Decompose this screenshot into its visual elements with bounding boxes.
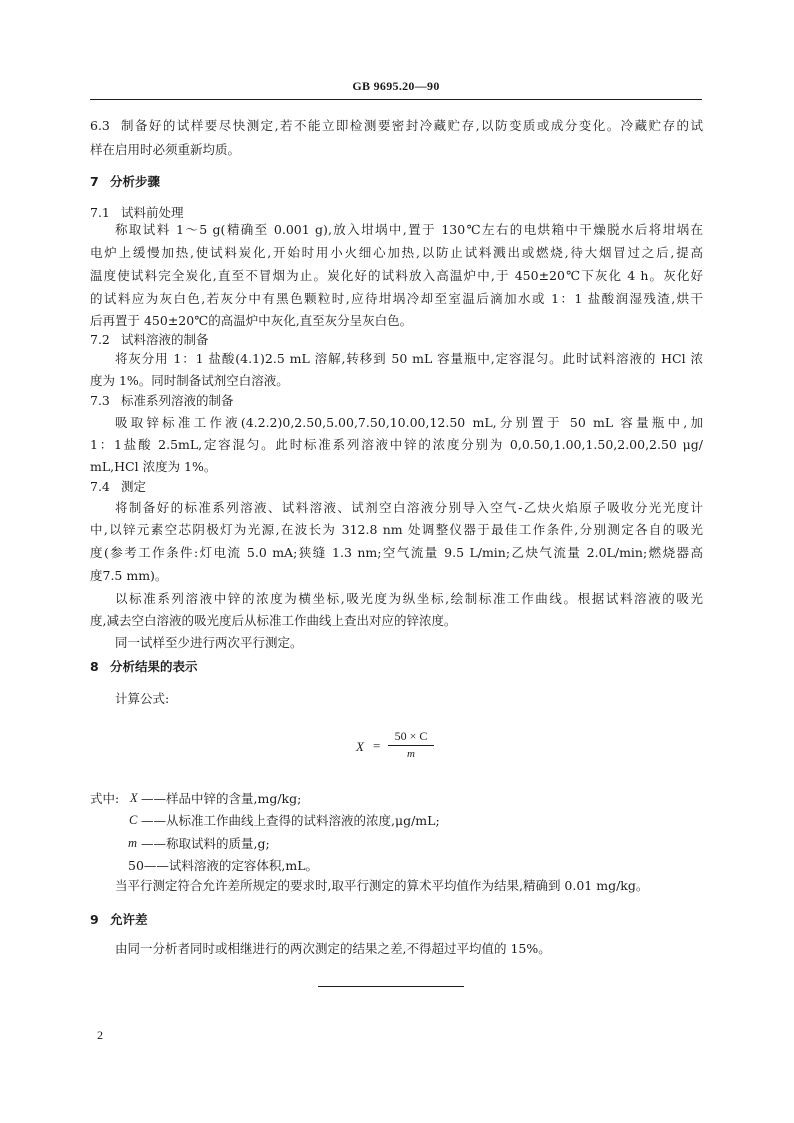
section-8-number: 8 (90, 659, 99, 674)
paragraph-line: 度(参考工作条件:灯电流 5.0 mA;狭缝 1.3 nm;空气流量 9.5 L/min;乙炔气流量 2.0L/min;燃烧器高 (90, 545, 703, 560)
variable-symbol: C (129, 813, 138, 827)
paragraph-line: 度为 1%。同时制备试剂空白溶液。 (90, 373, 289, 388)
paragraph-line: 当平行测定符合允许差所规定的要求时,取平行测定的算术平均值作为结果,精确到 0.01 mg/kg。 (115, 878, 649, 893)
section-9-number: 9 (90, 912, 99, 927)
paragraph-line: 度7.5 mm)。 (90, 568, 168, 583)
formula-equals: = (373, 738, 381, 753)
formula-numerator: 50 × C (394, 729, 428, 743)
paragraph-line: 将制备好的标准系列溶液、试料溶液、试剂空白溶液分别导入空气-乙炔火焰原子吸收分光光度计 (115, 500, 703, 515)
end-rule (318, 986, 464, 987)
paragraph-line: 的试料应为灰白色,若灰分中有黑色颗粒时,应待坩埚冷却至室温后滴加水或 1：1 盐酸润湿残渣,烘干 (90, 291, 703, 306)
paragraph-line: 称取试料 1～5 g(精确至 0.001 g),放入坩埚中,置于 130℃左右的电烘箱中干燥脱水后将坩埚在 (115, 222, 703, 237)
paragraph-line: 吸取锌标准工作液(4.2.2)0,2.50,5.00,7.50,10.00,12.50 mL,分别置于 50 mL 容量瓶中,加 (115, 415, 703, 430)
where-label: 式中: (90, 791, 120, 806)
section-7-number: 7 (90, 174, 99, 189)
formula-intro: 计算公式: (115, 691, 170, 706)
paragraph-line: 中,以锌元素空芯阴极灯为光源,在波长为 312.8 nm 处调整仪器于最佳工作条件,分别测定各自的吸光 (90, 522, 703, 537)
variable-symbol: m (128, 836, 138, 850)
formula-denominator: m (407, 748, 415, 760)
paragraph-line: 以标准系列溶液中锌的浓度为横坐标,吸光度为纵坐标,绘制标准工作曲线。根据试料溶液的吸光 (115, 591, 703, 606)
section-7-3-title: 标准系列溶液的制备 (121, 393, 234, 408)
variable-symbol: X (130, 791, 138, 805)
variable-description: ——样品中锌的含量,mg/kg; (141, 791, 302, 806)
section-8-title: 分析结果的表示 (110, 659, 198, 674)
standard-code: GB 9695.20—90 (352, 79, 440, 93)
paragraph-line: 将灰分用 1：1 盐酸(4.1)2.5 mL 溶解,转移到 50 mL 容量瓶中,定容混匀。此时试料溶液的 HCl 浓 (115, 351, 703, 366)
variable-description: ——称取试料的质量,g; (141, 836, 270, 851)
section-7-4-number: 7.4 (90, 479, 110, 494)
formula-fraction-bar (388, 745, 434, 746)
paragraph-line: 1：1盐酸 2.5mL,定容混匀。此时标准系列溶液中锌的浓度分别为 0,0.50,1.00,1.50,2.00,2.50 μg/ (90, 437, 703, 452)
variable-definition: 50——试料溶液的定容体积,mL。 (128, 858, 319, 873)
section-7-4-title: 测定 (121, 479, 147, 494)
section-7-2-title: 试料溶液的制备 (121, 332, 209, 347)
paragraph-line: 电炉上缓慢加热,使试料炭化,开始时用小火细心加热,以防止试料溅出或燃烧,待大烟冒过之后,提高 (90, 245, 703, 260)
section-7-title: 分析步骤 (110, 174, 161, 189)
section-7-2-number: 7.2 (90, 332, 110, 347)
paragraph-line: 样在启用时必须重新均质。 (90, 142, 241, 157)
section-6-3-number: 6.3 (90, 118, 110, 133)
paragraph-line: mL,HCl 浓度为 1%。 (90, 459, 217, 474)
section-7-1-number: 7.1 (90, 205, 110, 220)
paragraph-line: 由同一分析者同时或相继进行的两次测定的结果之差,不得超过平均值的 15%。 (115, 941, 551, 956)
section-7-3-number: 7.3 (90, 393, 110, 408)
paragraph-line: 制备好的试样要尽快测定,若不能立即检测要密封冷藏贮存,以防变质或成分变化。冷藏贮存的试 (121, 118, 703, 133)
paragraph-line: 度,减去空白溶液的吸光度后从标准工作曲线上查出对应的锌浓度。 (90, 613, 457, 628)
formula-lhs: X (356, 739, 364, 754)
page-number: 2 (97, 1028, 103, 1042)
paragraph-line: 同一试样至少进行两次平行测定。 (115, 635, 303, 650)
paragraph-line: 温度使试料完全炭化,直至不冒烟为止。炭化好的试料放入高温炉中,于 450±20℃下灰化 4 h。灰化好 (90, 268, 703, 283)
paragraph-line: 后再置于 450±20℃的高温炉中灰化,直至灰分呈灰白色。 (90, 313, 413, 328)
variable-description: ——从标准工作曲线上查得的试料溶液的浓度,μg/mL; (141, 813, 440, 828)
section-9-title: 允许差 (110, 912, 148, 927)
section-7-1-title: 试料前处理 (121, 205, 184, 220)
header-rule (90, 99, 702, 100)
